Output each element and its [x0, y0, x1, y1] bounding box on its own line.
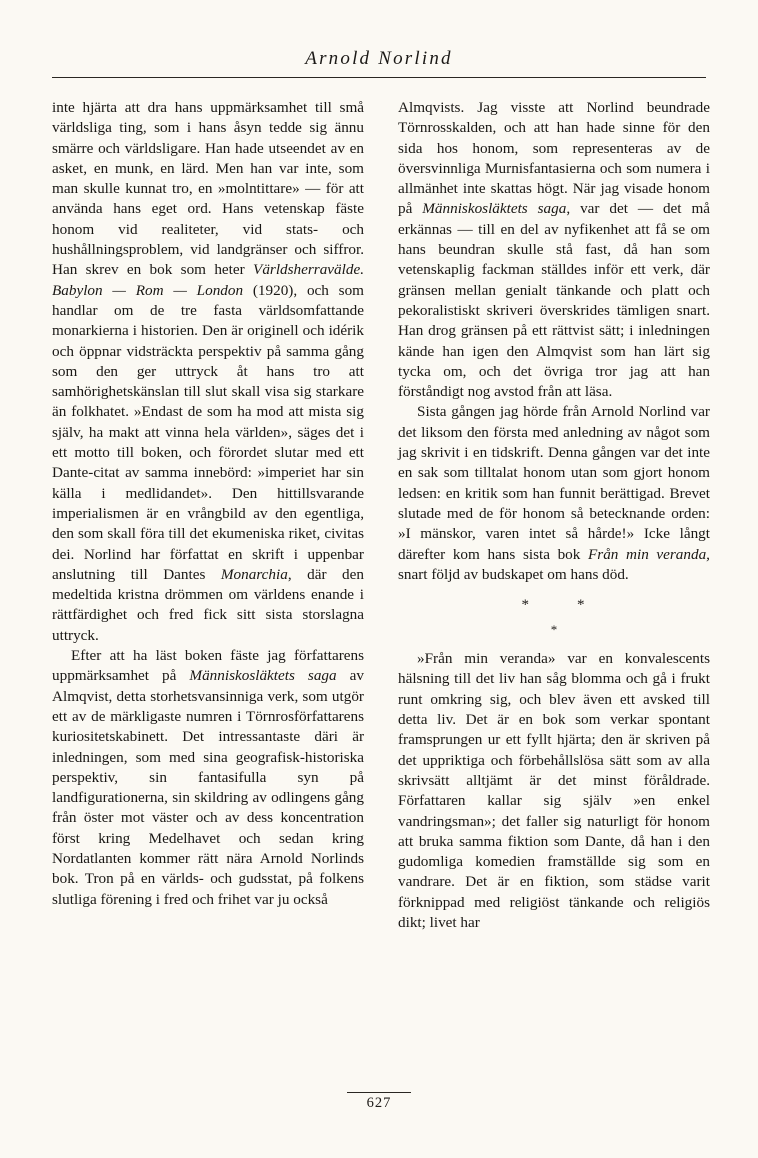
book-title-fran-min-veranda: Från min veranda, [588, 545, 710, 563]
paragraph: inte hjärta att dra hans uppmärksamhet till små världsliga ting, som i hans åsyn tedde sig ännu smärre och världsligare. Han hade utseendet av en asket, en munk, en lärd. Men han var inte, som man skulle kunnat tro, en »molntittare» — för att använda hans eget ord. Hans vetenskap fäste honom vid realiteter, vid stats- och hushållningsproblem, vid landgränser och siffror. Han skrev en bok som heter Världsherravälde. Babylon — Rom — London (1920), och som handlar om de tre fasta världsomfattande monarkierna i historien. Den är originell och idérik och öppnar vidsträckta perspektiv på samma gång som den ger uttryck åt hans tro att samhörighetskänslan till slut skall visa sig starkare än folkhatet. »Endast de som ha mod att mista sig själv, ha makt att vinna hela världen», säges det i ett motto till boken, och förordet slutar med ett Dante-citat av samma innebörd: »imperiet har sin källa i medlidandet». Den hittillsvarande imperialismen är en vrångbild av den egentliga, den som skall föra till det ekumeniska riket, civitas dei. Norlind har författat en skrift i uppenbar anslutning till Dantes Monarchia, där den medeltida kristna drömmen om världens enande i rättfärdighet och fred fick sitt sista storslagna uttryck. [52, 99, 364, 644]
two-column-body [52, 98, 710, 933]
book-title-manniskoslaktets-saga: Människosläktets saga [422, 200, 567, 218]
header-divider [52, 77, 706, 78]
page-number: 627 [366, 1095, 392, 1111]
paragraph: »Från min veranda» var en konvalescents hälsning till det liv han såg blomma och gå i frukt runt omkring sig, och blev även ett avsked till detta liv. Det är en bok som verkar spontant framsprungen ur ett fyllt hjärta; den är skriven på det uppriktiga och förbehållslösa sätt som av alla skrivsätt alltjämt är det minst föråldrade. Författaren kallar sig själv »en enkel vandringsman»; det faller sig naturligt för honom att bruka samma fiktion som Dante, då han i den gudomliga komedien framställde sig som en vandrare. Det är en fiktion, som städse varit förknippad med religiöst tänkande och religiös dikt; livet har [398, 650, 710, 931]
running-head: Arnold Norlind [305, 48, 453, 69]
paragraph: Efter att ha läst boken fäste jag författarens uppmärksamhet på Människosläktets saga av Almqvist, detta storhetsvansinniga verk, som utgör ett av de märkligaste numren i Törnrosförfattarens kuriositetskabinett. Det intressantaste däri är inledningen, som med sina geografisk-historiska perspektiv, sin fantasifulla syn på landfigurationerna, sin skildring av odlingens gång från öster mot väster och av dess koncentration först kring Medelhavet och sedan kring Nordatlanten kommer rätt nära Arnold Norlinds bok. Tron på en världs- och gudsstat, på folkens slutliga förening i fred och frihet var ju också [52, 647, 364, 908]
section-separator-second: * [550, 622, 558, 638]
book-title-manniskoslaktets-saga: Människosläktets saga [189, 667, 337, 685]
book-title-varldsherravalde: Världsherravälde. Babylon — Rom — London [52, 261, 364, 299]
folio-divider [347, 1092, 411, 1093]
book-title-monarchia: Monarchia [220, 565, 288, 583]
page-footer [0, 1092, 758, 1112]
left-column [52, 98, 364, 910]
paragraph: Sista gången jag hörde från Arnold Norlind var det liksom den första med anledning av något som jag skrivit i en tidskrift. Denna gången var det inte en sak som tilltalat honom utan som gjort honom ledsen: en kritik som han funnit berättigad. Brevet slutade med de för honom så betecknande orden: »I mänskor, varen intet så hårde!» Icke långt därefter kom hans sista bok Från min veranda, snart följd av budskapet om hans död. [398, 403, 710, 583]
section-separator: * * [521, 597, 587, 614]
right-column [398, 98, 710, 933]
paragraph: Almqvists. Jag visste att Norlind beundrade Törnrosskalden, och att han hade sinne för den sida hos honom, som representeras av de översvinnliga Murnisfantasierna och som numera i allmänhet inte skattas högt. När jag visade honom på Människosläktets saga, var det — det må erkännas — till en del av nyfikenhet att få se om hans beundran skulle stå fast, då han som vetenskaplig fackman ställdes inför ett verk, där gränsen mellan genialt tänkande och platt och pekoralistiskt skriveri överskrides tämligen snart. Han drog gränsen på ett rättvist sätt; i inledningen kände han igen den Almqvist som han lärt sig tycka om, och det övriga tror jag att han förståndigt nog avstod från att läsa. [398, 99, 710, 401]
